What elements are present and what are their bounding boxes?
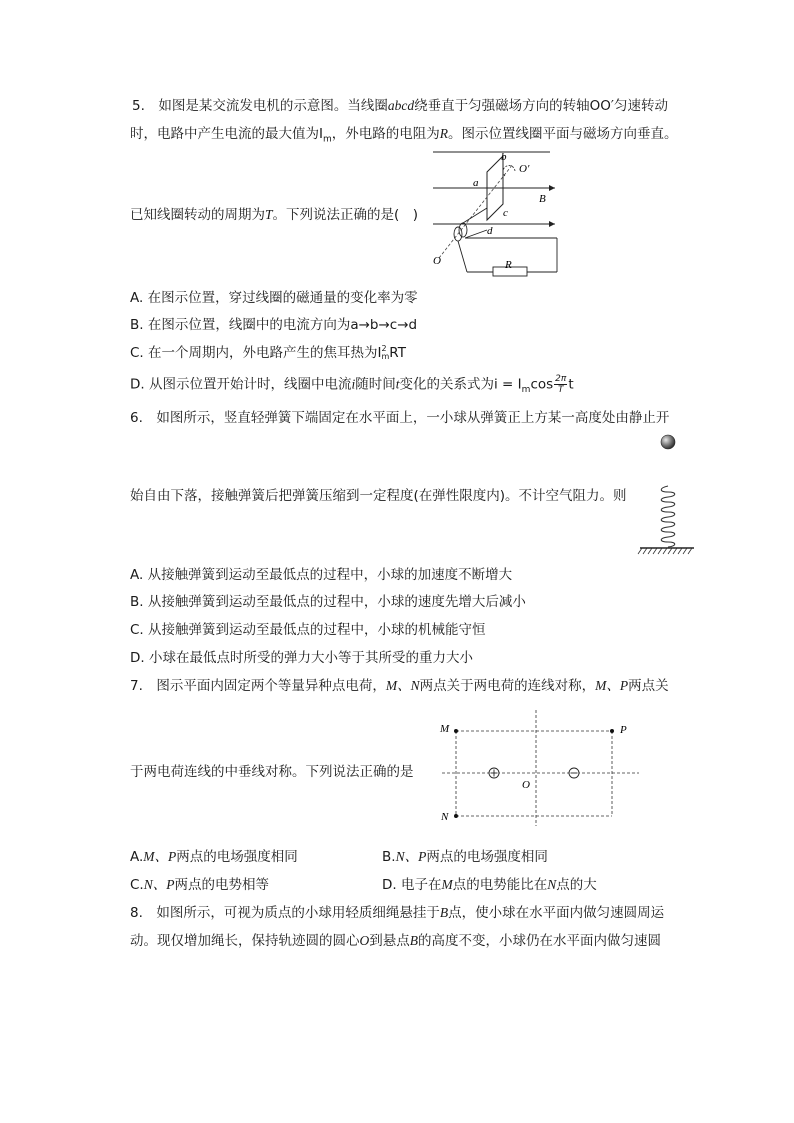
q5-text: t bbox=[568, 376, 574, 393]
q6-option-c: C. 从接触弹簧到运动至最低点的过程中，小球的机械能守恒 bbox=[130, 622, 486, 638]
q5-text: 5. 如图是某交流发电机的示意图。当线圈 bbox=[132, 98, 388, 114]
q6-option-d: D. 小球在最低点时所受的弹力大小等于其所受的重力大小 bbox=[130, 650, 473, 666]
spring-coil-icon bbox=[661, 486, 675, 547]
sub-m: m bbox=[521, 385, 531, 396]
q5-option-d bbox=[130, 374, 574, 400]
q7-option-d bbox=[382, 875, 597, 895]
sup-2: 2 bbox=[381, 344, 387, 353]
q8-text: 的高度不变，小球仍在水平面内做匀速圆 bbox=[418, 933, 661, 949]
q5-text: 已知线圈转动的周期为 bbox=[130, 207, 265, 223]
charges-figure bbox=[434, 708, 644, 828]
var-M: M bbox=[441, 877, 453, 892]
label-B: B bbox=[539, 193, 546, 205]
q5-line-2 bbox=[130, 124, 678, 150]
label-M: M bbox=[440, 723, 450, 735]
q7-text: C. bbox=[130, 877, 144, 893]
fraction-2pi-over-T bbox=[554, 374, 567, 395]
q5-line-3 bbox=[130, 205, 418, 225]
q8-text: 8. 如图所示，可视为质点的小球用轻质细绳悬挂于 bbox=[130, 905, 440, 921]
q6-option-a: A. 从接触弹簧到运动至最低点的过程中，小球的加速度不断增大 bbox=[130, 567, 513, 583]
var-MP: M、P bbox=[595, 678, 629, 693]
q6-line-2: 始自由下落，接触弹簧后把弹簧压缩到一定程度(在弹性限度内)。不计空气阻力。则 bbox=[130, 488, 627, 504]
positive-charge-icon bbox=[489, 768, 499, 778]
q8-line-1 bbox=[130, 903, 664, 923]
q7-text: 两点关 bbox=[628, 678, 669, 694]
frac-num: 2π bbox=[555, 374, 567, 384]
label-N: N bbox=[441, 811, 449, 823]
cos-text: cos bbox=[530, 376, 554, 393]
label-O-prime: O′ bbox=[519, 163, 530, 175]
var-NP: N、P bbox=[143, 877, 175, 892]
q5-text: D. 从图示位置开始计时，线圈中电流 bbox=[130, 376, 352, 393]
q7-text: 两点的电势相等 bbox=[174, 877, 269, 893]
q7-text: 两点的电场强度相同 bbox=[426, 849, 548, 865]
label-P: P bbox=[620, 724, 627, 736]
q7-text: 两点关于两电荷的连线对称， bbox=[419, 678, 596, 694]
label-a: a bbox=[473, 177, 479, 189]
label-O: O bbox=[522, 779, 530, 791]
q5-line-1 bbox=[132, 96, 668, 116]
q7-text: B. bbox=[382, 849, 396, 865]
q5-text: 。下列说法正确的是( ) bbox=[272, 207, 419, 223]
q5-option-c bbox=[130, 343, 406, 363]
q7-text: A. bbox=[130, 849, 144, 865]
ball-icon bbox=[661, 435, 675, 449]
var-N: N bbox=[547, 877, 557, 892]
label-c: c bbox=[503, 207, 508, 219]
q5-text: 绕垂直于匀强磁场方向的转轴OO′匀速转动 bbox=[414, 98, 668, 114]
q7-text: D. 电子在 bbox=[382, 877, 442, 893]
q7-line-1 bbox=[130, 676, 669, 696]
q7-text: 7. 图示平面内固定两个等量异种点电荷， bbox=[130, 678, 386, 694]
var-O: O bbox=[359, 933, 370, 948]
q8-text: 点，使小球在水平面内做匀速圆周运 bbox=[448, 905, 665, 921]
label-b: b bbox=[501, 151, 507, 163]
var-R: R bbox=[439, 126, 449, 141]
var-T: T bbox=[265, 207, 273, 222]
q8-text: 到悬点 bbox=[369, 933, 410, 949]
q5-text: C. 在一个周期内，外电路产生的焦耳热为I bbox=[130, 345, 382, 361]
var-NP: N、P bbox=[395, 849, 427, 864]
sub-m: m bbox=[381, 352, 390, 361]
q5-text: ，外电路的电阻为 bbox=[331, 126, 440, 142]
q6-option-b: B. 从接触弹簧到运动至最低点的过程中，小球的速度先增大后减小 bbox=[130, 594, 526, 610]
q7-text: 点的电势能比在 bbox=[452, 877, 548, 893]
q7-text: 两点的电场强度相同 bbox=[176, 849, 298, 865]
q7-text: 点的大 bbox=[556, 877, 597, 893]
negative-charge-icon bbox=[569, 768, 579, 778]
q5-option-b: B. 在图示位置，线圈中的电流方向为a→b→c→d bbox=[130, 317, 418, 333]
generator-figure bbox=[425, 148, 565, 278]
var-B: B bbox=[409, 933, 418, 948]
var-t: t bbox=[395, 376, 400, 392]
q6-line-1: 6. 如图所示，竖直轻弹簧下端固定在水平面上，一小球从弹簧正上方某一高度处由静止开 bbox=[130, 410, 670, 426]
q7-option-c bbox=[130, 875, 269, 895]
frac-den: T bbox=[557, 385, 564, 395]
var-B: B bbox=[439, 905, 449, 920]
q8-text: 动。现仅增加绳长，保持轨迹圆的圆心 bbox=[130, 933, 360, 949]
label-O: O bbox=[433, 255, 441, 267]
q5-text: RT bbox=[389, 345, 406, 361]
var-i: i bbox=[351, 376, 356, 392]
q5-text: 随时间 bbox=[355, 376, 396, 393]
var-MP: M、P bbox=[143, 849, 177, 864]
q7-option-a bbox=[130, 847, 298, 867]
q5-option-a: A. 在图示位置，穿过线圈的磁通量的变化率为零 bbox=[130, 290, 418, 306]
q7-option-b bbox=[382, 847, 548, 867]
var-abcd: abcd bbox=[387, 98, 415, 113]
q5-text: 。图示位置线圈平面与磁场方向垂直。 bbox=[448, 126, 678, 142]
label-d: d bbox=[487, 225, 493, 237]
q5-text: 变化的关系式为i = I bbox=[399, 376, 522, 393]
q8-line-2 bbox=[130, 931, 661, 951]
var-MN: M、N bbox=[385, 678, 420, 693]
label-R: R bbox=[505, 259, 512, 271]
spring-figure bbox=[636, 430, 696, 558]
sub-m: m bbox=[322, 134, 332, 145]
q5-text: 时，电路中产生电流的最大值为I bbox=[130, 126, 323, 142]
q7-line-2: 于两电荷连线的中垂线对称。下列说法正确的是 bbox=[130, 764, 414, 780]
